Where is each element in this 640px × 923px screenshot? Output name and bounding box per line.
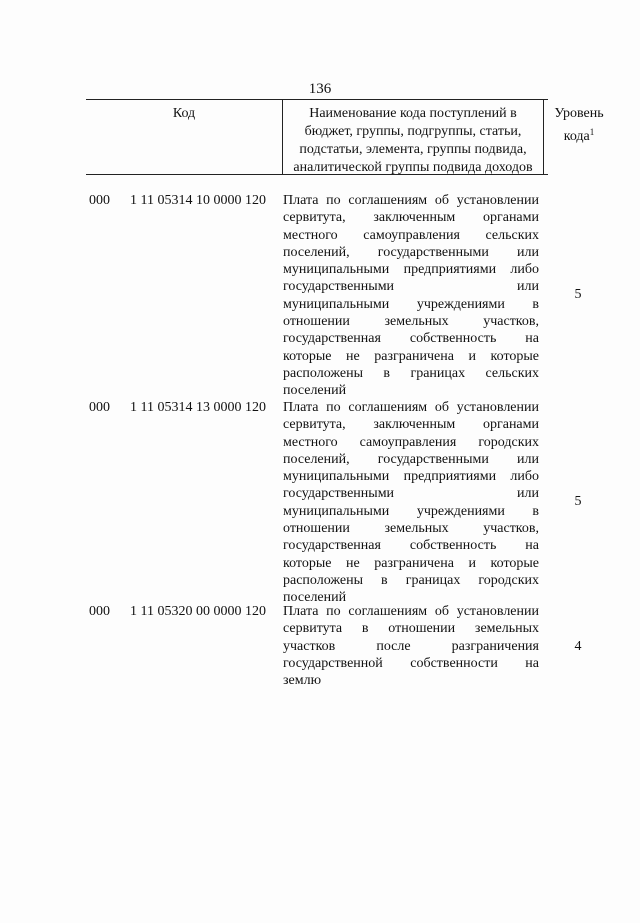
- description-line: поселений, государственными или: [283, 244, 539, 260]
- description-line: Плата по соглашениям об установлении: [283, 604, 539, 619]
- description-line: муниципальными учреждениями в: [283, 296, 540, 312]
- header-name-line: подстатьи, элемента, группы подвида,: [299, 142, 527, 157]
- description-line: государственной собственности на: [283, 655, 540, 671]
- description-line: сервитута, заключенным органами: [283, 417, 539, 433]
- page-number: 136: [308, 81, 332, 97]
- header-name-line: Наименование кода поступлений в: [309, 106, 517, 121]
- row-code: 1 11 05314 10 0000 120: [130, 193, 266, 208]
- description-line: государственными или: [283, 486, 539, 502]
- description-line: которые не разграничена и которые: [283, 555, 539, 571]
- row-code-prefix: 000: [89, 400, 110, 415]
- header-level: [544, 100, 614, 179]
- row-level: 5: [574, 494, 582, 509]
- row-description: [283, 603, 539, 689]
- description-line: государственная собственность на: [283, 538, 540, 554]
- description-line: отношении земельных участков,: [283, 521, 540, 537]
- description-line: государственными или: [283, 279, 539, 295]
- header-name-line: бюджет, группы, подгруппы, статьи,: [304, 124, 522, 139]
- description-line: которые не разграничена и которые: [283, 348, 539, 364]
- description-line: поселений: [283, 383, 347, 399]
- description-line: расположены в границах городских: [283, 572, 540, 588]
- description-line: расположены в границах сельских: [283, 365, 540, 381]
- row-description: [283, 192, 539, 400]
- description-line: участков после разграничения: [283, 638, 539, 654]
- header-code: Код: [172, 106, 196, 121]
- description-line: государственная собственность на: [283, 331, 540, 347]
- row-code-prefix: 000: [89, 193, 110, 208]
- description-line: муниципальными предприятиями либо: [283, 262, 539, 278]
- description-line: поселений, государственными или: [283, 451, 539, 467]
- row-description: [283, 399, 539, 607]
- row-level: 4: [574, 639, 582, 654]
- header-name: [282, 100, 544, 174]
- description-line: сервитута, заключенным органами: [283, 210, 539, 226]
- header-level-line: кода$^1$: [563, 127, 595, 144]
- header-name-line: аналитической группы подвида доходов: [293, 160, 533, 175]
- footnote-marker: 1: [589, 127, 595, 137]
- description-line: Плата по соглашениям об установлении: [283, 193, 539, 208]
- table-header: [86, 99, 604, 175]
- row-level: 5: [574, 287, 582, 302]
- description-line: отношении земельных участков,: [283, 314, 540, 330]
- row-code-prefix: 000: [89, 604, 110, 619]
- description-line: местного самоуправления городских: [283, 434, 540, 450]
- header-level-line: Уровень: [554, 106, 604, 121]
- description-line: землю: [283, 673, 322, 689]
- description-line: поселений: [283, 590, 347, 606]
- description-line: муниципальными предприятиями либо: [283, 469, 539, 485]
- row-code: 1 11 05320 00 0000 120: [130, 604, 266, 619]
- row-code: 1 11 05314 13 0000 120: [130, 400, 266, 415]
- description-line: местного самоуправления сельских: [283, 227, 539, 243]
- description-line: сервитута в отношении земельных: [283, 621, 540, 637]
- description-line: муниципальными учреждениями в: [283, 503, 540, 519]
- description-line: Плата по соглашениям об установлении: [283, 400, 539, 415]
